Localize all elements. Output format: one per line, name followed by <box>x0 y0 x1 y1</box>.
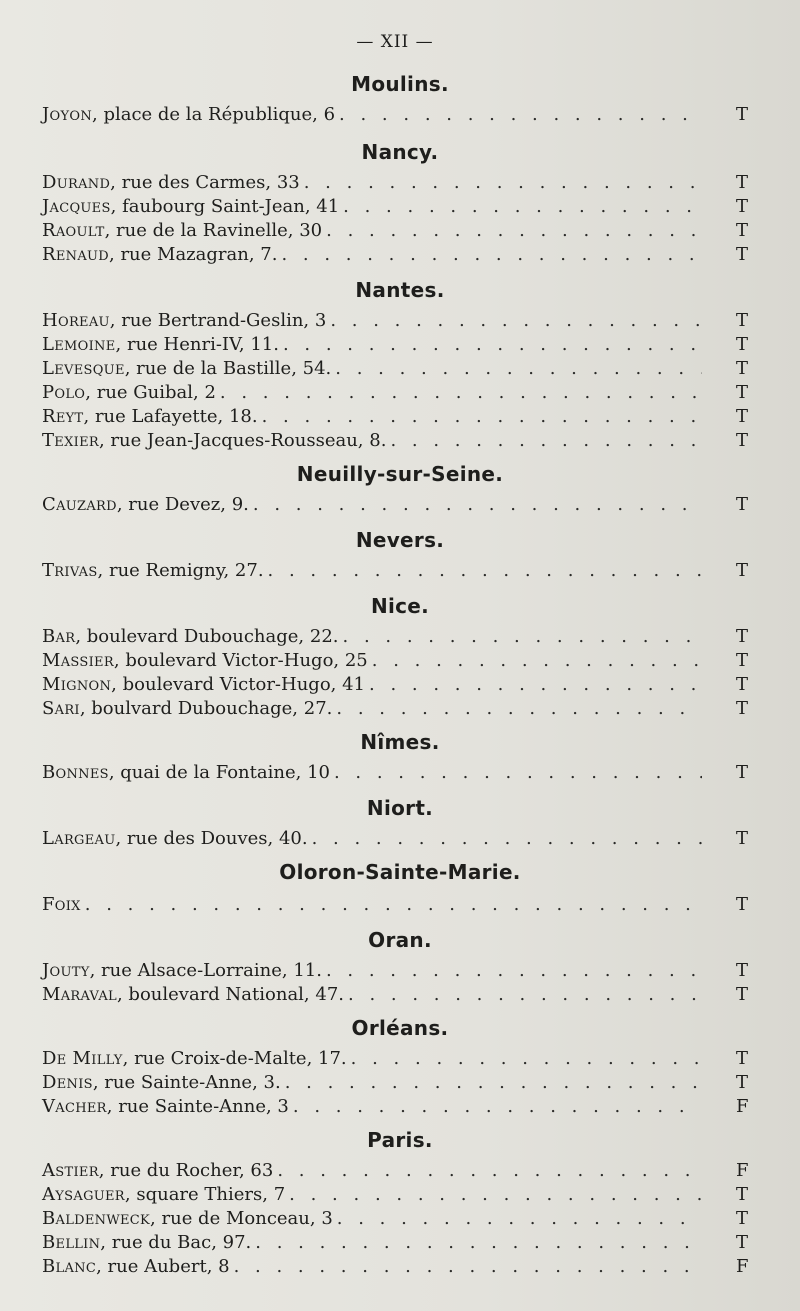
dot-leader <box>334 762 702 783</box>
entry-name: Lemoine <box>42 334 116 355</box>
entry-address: , rue Croix-de-Malte, 17. <box>122 1048 347 1069</box>
entry-mark: T <box>736 382 749 403</box>
directory-entry <box>42 984 702 1005</box>
entry-mark: T <box>736 1048 749 1069</box>
city-heading: Moulins. <box>351 72 449 96</box>
entry-name: Joyon <box>42 104 92 125</box>
directory-entry <box>42 196 702 217</box>
entry-mark: T <box>736 1232 749 1253</box>
dot-leader <box>339 104 702 125</box>
entry-name: Massier <box>42 650 114 671</box>
dot-leader <box>85 894 702 915</box>
city-heading: Orléans. <box>351 1016 449 1040</box>
dot-leader <box>337 1208 702 1229</box>
city-heading: Oran. <box>368 928 432 952</box>
entry-name: Bar <box>42 626 76 647</box>
entry-address: , boulevard Victor-Hugo, 41 <box>111 674 365 695</box>
entry-name: Durand <box>42 172 111 193</box>
entry-address: , rue de la Ravinelle, 30 <box>104 220 323 241</box>
dot-leader <box>336 698 702 719</box>
entry-address: , rue Aubert, 8 <box>96 1256 230 1277</box>
entry-name: Trivas <box>42 560 98 581</box>
directory-entry <box>42 1208 702 1229</box>
entry-name: Renaud <box>42 244 109 265</box>
dot-leader <box>330 310 702 331</box>
city-heading: Nantes. <box>355 278 445 302</box>
directory-entry <box>42 626 702 647</box>
entry-name: Texier <box>42 430 99 451</box>
entry-mark: T <box>736 1184 749 1205</box>
city-heading: Nice. <box>370 594 430 618</box>
directory-entry <box>42 1096 702 1117</box>
entry-address: , boulevard National, 47. <box>116 984 344 1005</box>
entry-mark: T <box>736 358 749 379</box>
entry-mark: T <box>736 196 749 217</box>
entry-address: , boulevard Victor-Hugo, 25 <box>113 650 368 671</box>
entry-address: , rue des Carmes, 33 <box>110 172 300 193</box>
entry-address: , rue de Monceau, 3 <box>150 1208 333 1229</box>
dot-leader <box>326 960 702 981</box>
dot-leader <box>343 626 703 647</box>
entry-mark: T <box>736 172 749 193</box>
directory-entry <box>42 334 702 355</box>
directory-entry <box>42 358 702 379</box>
entry-name: Bonnes <box>42 762 109 783</box>
dot-leader <box>372 650 702 671</box>
city-heading: Neuilly-sur-Seine. <box>296 462 504 486</box>
dot-leader <box>277 1160 702 1181</box>
entry-name: Maraval <box>42 984 117 1005</box>
directory-entry <box>42 172 702 193</box>
entry-name: De Milly <box>42 1048 123 1069</box>
entry-address: , place de la République, 6 <box>92 104 336 125</box>
directory-entry <box>42 674 702 695</box>
dot-leader <box>312 828 702 849</box>
entry-name: Aysaguer <box>42 1184 125 1205</box>
directory-entry <box>42 430 702 451</box>
directory-entry <box>42 560 702 581</box>
dot-leader <box>326 220 702 241</box>
directory-entry <box>42 762 702 783</box>
entry-address: , rue Alsace-Lorraine, 11. <box>89 960 322 981</box>
directory-entry <box>42 1048 702 1069</box>
entry-address: , boulevard Dubouchage, 22. <box>75 626 339 647</box>
entry-name: Levesque <box>42 358 125 379</box>
entry-address: , rue Devez, 9. <box>116 494 249 515</box>
entry-mark: F <box>736 1096 749 1117</box>
entry-name: Jacques <box>42 196 111 217</box>
entry-name: Reyt <box>42 406 84 427</box>
entry-mark: T <box>736 244 749 265</box>
entry-name: Denis <box>42 1072 93 1093</box>
city-heading: Paris. <box>367 1128 433 1152</box>
dot-leader <box>335 358 702 379</box>
dot-leader <box>255 1232 702 1253</box>
entry-mark: T <box>736 650 749 671</box>
directory-entry <box>42 960 702 981</box>
entry-address: , square Thiers, 7 <box>124 1184 286 1205</box>
city-heading: Nîmes. <box>360 730 440 754</box>
entry-address: , rue Sainte-Anne, 3. <box>92 1072 281 1093</box>
entry-address: , rue du Rocher, 63 <box>98 1160 274 1181</box>
entry-name: Jouty <box>42 960 90 981</box>
directory-entry <box>42 828 702 849</box>
directory-entry <box>42 220 702 241</box>
entry-mark: T <box>736 674 749 695</box>
dot-leader <box>253 494 702 515</box>
dot-leader <box>285 1072 702 1093</box>
entry-address: , rue Bertrand-Geslin, 3 <box>109 310 327 331</box>
dot-leader <box>369 674 702 695</box>
entry-name: Largeau <box>42 828 116 849</box>
entry-address: , rue des Douves, 40. <box>115 828 308 849</box>
directory-entry <box>42 494 702 515</box>
entry-mark: T <box>736 1072 749 1093</box>
directory-entry <box>42 650 702 671</box>
entry-name: Bellin <box>42 1232 101 1253</box>
entry-mark: T <box>736 1208 749 1229</box>
entry-mark: T <box>736 220 749 241</box>
directory-entry <box>42 698 702 719</box>
entry-address: , rue Jean-Jacques-Rousseau, 8. <box>98 430 387 451</box>
entry-mark: T <box>736 828 749 849</box>
dot-leader <box>268 560 702 581</box>
entry-mark: T <box>736 560 749 581</box>
entry-mark: T <box>736 626 749 647</box>
entry-address: , quai de la Fontaine, 10 <box>108 762 330 783</box>
dot-leader <box>343 196 702 217</box>
dot-leader <box>234 1256 702 1277</box>
entry-mark: T <box>736 494 749 515</box>
directory-entry <box>42 104 702 125</box>
entry-name: Mignon <box>42 674 112 695</box>
entry-name: Polo <box>42 382 86 403</box>
entry-address: , rue de la Bastille, 54. <box>124 358 332 379</box>
entry-address: , rue Sainte-Anne, 3 <box>106 1096 289 1117</box>
dot-leader <box>289 1184 702 1205</box>
entry-mark: T <box>736 104 749 125</box>
directory-entry <box>42 1232 702 1253</box>
entry-name: Sari <box>42 698 80 719</box>
dot-leader <box>351 1048 702 1069</box>
entry-mark: T <box>736 762 749 783</box>
entry-address: , rue du Bac, 97. <box>100 1232 252 1253</box>
entry-name: Horeau <box>42 310 110 331</box>
directory-entry <box>42 1160 702 1181</box>
entry-address: , rue Lafayette, 18. <box>83 406 258 427</box>
entry-mark: T <box>736 698 749 719</box>
directory-entry <box>42 1184 702 1205</box>
entry-name: Cauzard <box>42 494 117 515</box>
directory-entry <box>42 894 702 915</box>
entry-address: , boulvard Dubouchage, 27. <box>79 698 333 719</box>
directory-entry <box>42 1072 702 1093</box>
entry-address: , rue Guibal, 2 <box>85 382 216 403</box>
city-heading: Nancy. <box>361 140 439 164</box>
entry-mark: F <box>736 1160 749 1181</box>
directory-entry <box>42 310 702 331</box>
entry-address: , faubourg Saint-Jean, 41 <box>110 196 340 217</box>
entry-mark: T <box>736 334 749 355</box>
dot-leader <box>281 244 702 265</box>
entry-mark: F <box>736 1256 749 1277</box>
entry-mark: T <box>736 960 749 981</box>
directory-entry <box>42 406 702 427</box>
entry-mark: T <box>736 984 749 1005</box>
entry-mark: T <box>736 894 749 915</box>
entry-mark: T <box>736 310 749 331</box>
dot-leader <box>293 1096 702 1117</box>
entry-address: , rue Henri-IV, 11. <box>115 334 279 355</box>
entry-mark: T <box>736 406 749 427</box>
entry-address: , rue Remigny, 27. <box>97 560 264 581</box>
entry-name: Blanc <box>42 1256 97 1277</box>
city-heading: Oloron-Sainte-Marie. <box>279 860 521 884</box>
entry-name: Raoult <box>42 220 105 241</box>
dot-leader <box>304 172 702 193</box>
dot-leader <box>262 406 702 427</box>
entry-name: Astier <box>42 1160 99 1181</box>
page-number: — XII — <box>356 32 434 52</box>
dot-leader <box>283 334 702 355</box>
entry-name: Baldenweck <box>42 1208 151 1229</box>
directory-entry <box>42 244 702 265</box>
directory-entry <box>42 1256 702 1277</box>
dot-leader <box>220 382 702 403</box>
entry-address: , rue Mazagran, 7. <box>109 244 278 265</box>
entry-name: Foix <box>42 894 81 915</box>
dot-leader <box>348 984 702 1005</box>
entry-mark: T <box>736 430 749 451</box>
city-heading: Nevers. <box>355 528 445 552</box>
directory-entry <box>42 382 702 403</box>
entry-name: Vacher <box>42 1096 107 1117</box>
city-heading: Niort. <box>366 796 434 820</box>
dot-leader <box>390 430 702 451</box>
